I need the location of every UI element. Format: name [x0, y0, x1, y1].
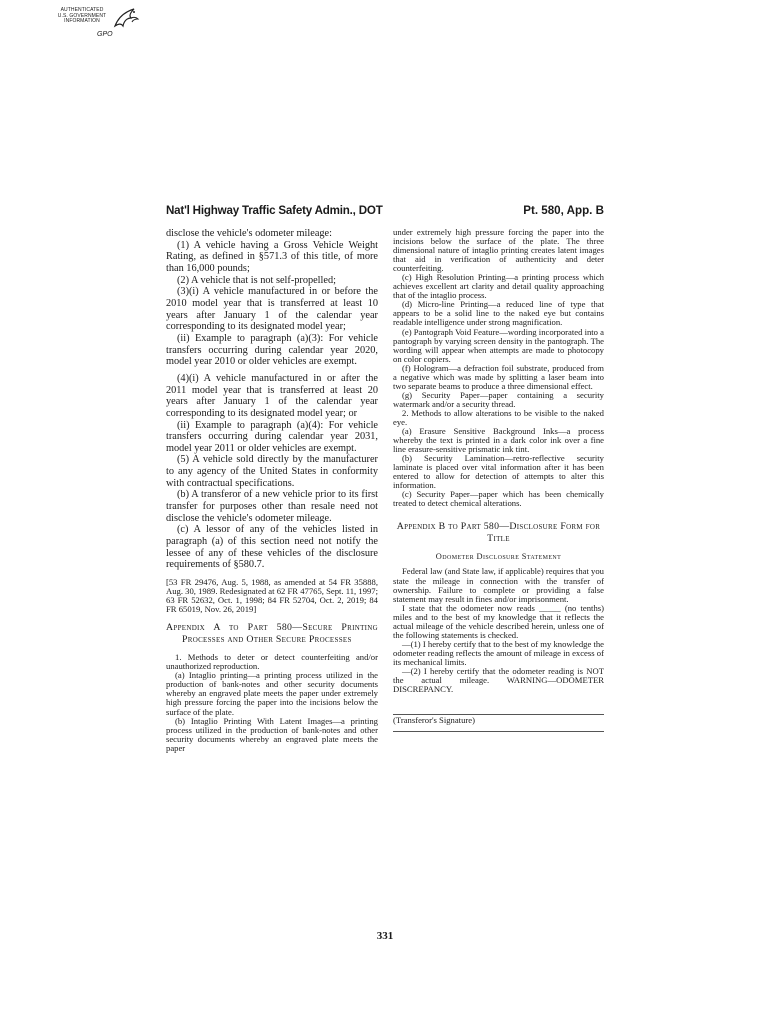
paragraph: (b) Intaglio Printing With Latent Images—a printing process utilized in the production of bank-notes and other security documents whereby an engraved plate meets the paper	[166, 715, 378, 753]
exemptions-section	[166, 228, 378, 571]
paragraph: (1) A vehicle having a Gross Vehicle Weight Rating, as defined in §571.3 of this title, of more than 16,000 pounds;	[166, 239, 378, 274]
paragraph: (g) Security Paper—paper containing a security watermark and/or a security thread.	[393, 389, 604, 409]
paragraph: (c) A lessor of any of the vehicles listed in paragraph (a) of this section need not notify the lessee of any of these vehicles of the disclosure requirements of §580.7.	[166, 524, 378, 571]
page-number: 331	[376, 930, 394, 942]
signature-caption: (Transferor's Signature)	[393, 715, 475, 726]
paragraph: (ii) Example to paragraph (a)(3): For vehicle transfers occurring during calendar year 2020, model year 2010 or older vehicles are exempt.	[166, 332, 378, 368]
header-part: Pt. 580, App. B	[523, 204, 604, 217]
paragraph: —(2) I hereby certify that the odometer reading is NOT the actual mileage. WARNING—ODOMETER DISCREPANCY.	[393, 665, 604, 695]
paragraph: (a) Intaglio printing—a printing process utilized in the production of bank-notes and other security documents whereby an engraved plate meets the paper under extremely high pressure forcing the paper into the incisions below the surface of the plate.	[166, 670, 378, 717]
eagle-icon	[112, 6, 140, 32]
paragraph: Federal law (and State law, if applicable) requires that you state the mileage in connection with the transfer of ownership. Failure to complete or providing a false statement may result in fines and/or imprisonment.	[393, 566, 604, 604]
paragraph: I state that the odometer now reads _____ (no tenths) miles and to the best of my knowledge that it reflects the actual mileage of the vehicle described herein, unless one of the following statements is checked.	[393, 602, 604, 640]
stamp-line: U.S. GOVERNMENT	[57, 12, 107, 19]
paragraph: (b) A transferor of a new vehicle prior to its first transfer for purposes other than resale need not disclose the vehicle's odometer mileage.	[166, 489, 378, 524]
paragraph: under extremely high pressure forcing the paper into the incisions below the surface of the plate. The three dimensional nature of intaglio printing creates latent images that aid in verification of authenticity and deter counterfeiting.	[393, 227, 604, 274]
left-column	[166, 228, 378, 753]
stamp-line: AUTHENTICATED	[60, 7, 104, 13]
statement-title: Odometer Disclosure Statement	[435, 552, 562, 562]
paragraph: (5) A vehicle sold directly by the manufacturer to any agency of the United States in conformity with contractual specifications.	[166, 454, 378, 489]
appendix-a-heading	[166, 622, 378, 645]
paragraph: (f) Hologram—a defraction foil substrate, produced from a negative which was made by splitting a laser beam into two separate beams to produce a three dimensional effect.	[393, 362, 604, 391]
disclosure-statement	[393, 567, 604, 694]
header-agency: Nat'l Highway Traffic Safety Admin., DOT	[166, 204, 383, 217]
paragraph: (e) Pantograph Void Feature—wording incorporated into a pantograph by varying screen density in the pantograph. The wording will appear when attempts are made to photocopy on color copiers.	[393, 326, 604, 364]
paragraph: —(1) I hereby certify that to the best of my knowledge the odometer reading reflects the amount of mileage in excess of its mechanical limits.	[393, 638, 604, 667]
paragraph: (c) High Resolution Printing—a printing process which achieves excellent art clarity and detail quality approaching that of the intaglio process.	[393, 272, 604, 301]
right-column	[393, 228, 604, 732]
stamp-line: INFORMATION	[64, 18, 100, 25]
running-header	[166, 204, 604, 220]
paragraph: (d) Micro-line Printing—a reduced line of type that appears to be a solid line to the naked eye but contains readable intelligence under strong magnification.	[393, 299, 604, 328]
appendix-a-title: Appendix A to Part 580—Secure Printing Processes and Other Secure Processes	[166, 622, 378, 645]
authentication-stamp	[52, 6, 142, 46]
signature-line-2	[393, 725, 604, 732]
paragraph: (c) Security Paper—paper which has been chemically treated to detect chemical alterations.	[393, 489, 604, 509]
paragraph: (4)(i) A vehicle manufactured in or after the 2011 model year that is transferred at least 20 years after January 1 of the calendar year corresponding to its designated model year; or	[166, 372, 378, 419]
appendix-a-continued	[393, 228, 604, 508]
appendix-a-body	[166, 653, 378, 753]
paragraph: (ii) Example to paragraph (a)(4): For vehicle transfers occurring during calendar year 2031, model year 2011 or older vehicles are exempt.	[166, 419, 378, 454]
paragraph: (3)(i) A vehicle manufactured in or before the 2010 model year that is transferred at least 10 years after January 1 of the calendar year corresponding to its designated model year;	[166, 286, 378, 333]
appendix-b-title: Appendix B to Part 580—Disclosure Form for Title	[396, 521, 601, 544]
citation	[166, 578, 378, 614]
paragraph: disclose the vehicle's odometer mileage:	[166, 228, 332, 239]
citation-text: [53 FR 29476, Aug. 5, 1988, as amended at 54 FR 35888, Aug. 30, 1989. Redesignated at 62 FR 47765, Sept. 11, 1997; 63 FR 52632, Oct. 1, 1998; 84 FR 52704, Oct. 2, 2019; 84 FR 65019, Nov. 26, 2019]	[166, 577, 378, 615]
signature-line	[393, 700, 604, 715]
stamp-text	[52, 8, 112, 25]
gpo-mark: GPO	[97, 31, 113, 38]
paragraph: (a) Erasure Sensitive Background Inks—a process whereby the text is printed in a dark color ink over a fine line erasure-sensitive prismatic ink tint.	[393, 426, 604, 455]
paragraph: (2) A vehicle that is not self-propelled;	[177, 274, 336, 286]
paragraph: 2. Methods to allow alterations to be visible to the naked eye.	[393, 407, 604, 427]
paragraph: 1. Methods to deter or detect counterfeiting and/or unauthorized reproduction.	[166, 652, 378, 672]
paragraph: (b) Security Lamination—retro-reflective security laminate is placed over vital information after it has been entered to allow for detection of attempts to alter this information.	[393, 453, 604, 491]
